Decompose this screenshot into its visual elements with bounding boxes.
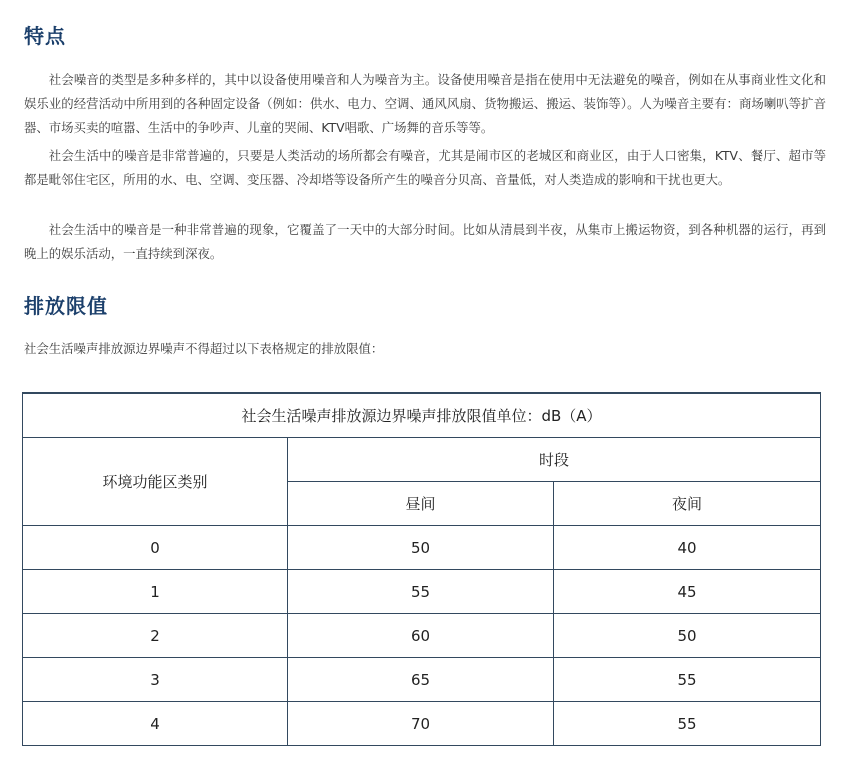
cell-category: 3 [23,658,288,702]
table-title-row [23,393,821,438]
cell-category: 4 [23,702,288,746]
table-title: 社会生活噪声排放源边界噪声排放限值单位：dB（A） [23,393,821,438]
cell-category: 0 [23,526,288,570]
table-row [23,570,821,614]
paragraph-noise-duration: 社会生活中的噪音是一种非常普遍的现象，它覆盖了一天中的大部分时间。比如从清晨到半夜，从集市上搬运物资，到各种机器的运行，再到晚上的娱乐活动，一直持续到深夜。 [24,222,826,261]
header-period: 时段 [288,438,821,482]
header-category: 环境功能区类别 [23,438,288,526]
cell-day: 60 [288,614,554,658]
cell-category: 2 [23,614,288,658]
cell-day: 50 [288,526,554,570]
section-title-limits: 排放限值 [24,294,108,318]
cell-day: 55 [288,570,554,614]
paragraph-noise-types: 社会噪音的类型是多种多样的，其中以设备使用噪音和人为噪音为主。设备使用噪音是指在使用中无法避免的噪音，例如在从事商业性文化和娱乐业的经营活动中所用到的各种固定设备（例如：供水、电力、空调、通风风扇、货物搬运、搬运、装饰等）。人为噪音主要有：商场喇叭等扩音器、市场买卖的喧嚣、生活中的争吵声、儿童的哭闹、KTV唱歌、广场舞的音乐等等。 [24,72,826,135]
section-title-features: 特点 [24,24,66,48]
cell-night: 55 [554,702,821,746]
cell-night: 45 [554,570,821,614]
table-row [23,526,821,570]
cell-night: 50 [554,614,821,658]
header-day: 昼间 [288,482,554,526]
noise-limits-table [22,392,821,746]
cell-day: 65 [288,658,554,702]
cell-day: 70 [288,702,554,746]
paragraph-noise-prevalence: 社会生活中的噪音是非常普遍的，只要是人类活动的场所都会有噪音，尤其是闹市区的老城区和商业区，由于人口密集，KTV、餐厅、超市等都是毗邻住宅区，所用的水、电、空调、变压器、冷却塔等设备所产生的噪音分贝高、音量低，对人类造成的影响和干扰也更大。 [24,148,826,187]
cell-night: 40 [554,526,821,570]
table-row [23,702,821,746]
cell-category: 1 [23,570,288,614]
table-row [23,658,821,702]
cell-night: 55 [554,658,821,702]
table-header-row [23,438,821,482]
header-night: 夜间 [554,482,821,526]
limits-intro-text: 社会生活噪声排放源边界噪声不得超过以下表格规定的排放限值： [24,341,384,356]
table-row [23,614,821,658]
